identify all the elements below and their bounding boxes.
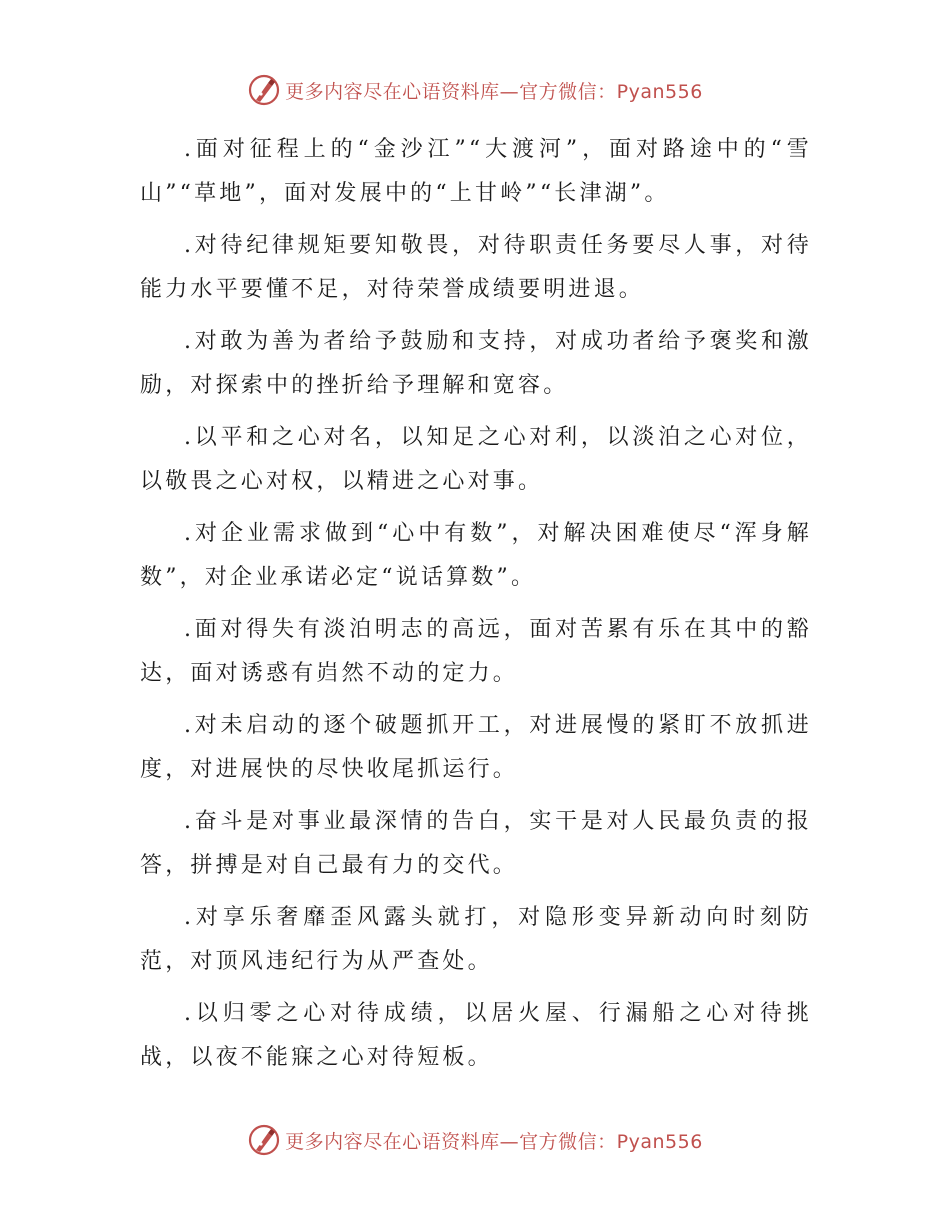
paragraph-7: .对未启动的逐个破题抓开工，对进展慢的紧盯不放抓进度，对进展快的尽快收尾抓运行。 [140,713,812,782]
paragraph-3: .对敢为善为者给予鼓励和支持，对成功者给予褒奖和激励，对探索中的挫折给予理解和宽容。 [140,329,812,398]
paragraph-10: .以归零之心对待成绩，以居火屋、行漏船之心对待挑战，以夜不能寐之心对待短板。 [140,1001,812,1070]
paragraph-8: .奋斗是对事业最深情的告白，实干是对人民最负责的报答，拼搏是对自己最有力的交代。 [140,809,812,878]
document-body [140,128,812,1088]
paragraph-4: .以平和之心对名，以知足之心对利，以淡泊之心对位，以敬畏之心对权，以精进之心对事。 [140,425,812,494]
paragraph-1: .面对征程上的“金沙江”“大渡河”，面对路途中的“雪山”“草地”，面对发展中的“上甘岭”“长津湖”。 [140,137,812,206]
footer-banner-label: 更多内容尽在心语资料库—官方微信： [285,1130,617,1153]
footer-banner-text [285,1127,703,1154]
pen-circle-logo-icon [247,1123,281,1157]
footer-wechat-id: Pyan556 [616,1130,703,1153]
pen-circle-logo-icon [247,73,281,107]
header-banner [0,70,950,110]
paragraph-2: .对待纪律规矩要知敬畏，对待职责任务要尽人事，对待能力水平要懂不足，对待荣誉成绩要明进退。 [140,233,812,302]
footer-banner [0,1120,950,1160]
header-banner-label: 更多内容尽在心语资料库—官方微信： [285,80,617,103]
paragraph-5: .对企业需求做到“心中有数”，对解决困难使尽“浑身解数”，对企业承诺必定“说话算数”。 [140,521,812,590]
paragraph-6: .面对得失有淡泊明志的高远，面对苦累有乐在其中的豁达，面对诱惑有岿然不动的定力。 [140,617,812,686]
header-wechat-id: Pyan556 [616,80,703,103]
header-banner-text [285,77,703,104]
paragraph-9: .对享乐奢靡歪风露头就打，对隐形变异新动向时刻防范，对顶风违纪行为从严查处。 [140,905,812,974]
